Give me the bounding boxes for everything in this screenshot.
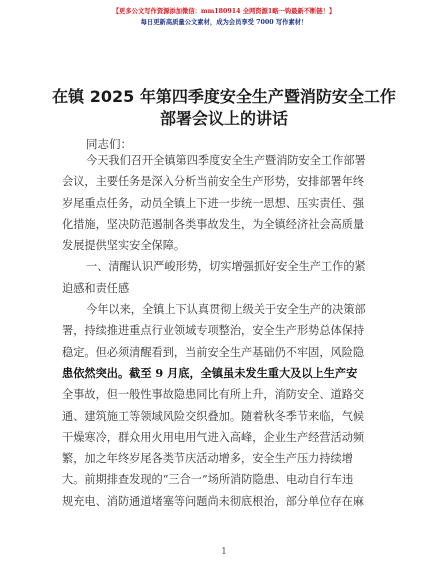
- body-line: 干燥寒冷，群众用火用电用气进入高峰，企业生产经营活动频: [62, 430, 365, 444]
- promo-line-2: 每日更新高质量公文素材，成为会员享受 7000 写作素材！: [140, 19, 308, 26]
- body-line-emphasis: 患依然突出。截至 9 月底，全镇虽未发生重大及以上生产安: [62, 365, 358, 380]
- body-line: 今年以来，全镇上下认真贯彻上级关于安全生产的决策部: [86, 303, 366, 317]
- body-line: 通、建筑施工等领域风险交织叠加。随着秋冬季节来临，气候: [62, 409, 365, 423]
- title-line-2: 部署会议上的讲话: [159, 109, 288, 128]
- body-line: 大。前期排查发现的“三合一”场所消防隐患、电动自行车违: [62, 473, 354, 487]
- document-body: [62, 150, 392, 512]
- body-line: 今天我们召开全镇第四季度安全生产暨消防安全工作部署: [86, 154, 366, 167]
- body-line: 会议，主要任务是深入分析当前安全生产形势，安排部署年终: [62, 175, 365, 189]
- promo-banner: [0, 6, 448, 28]
- body-line: 全事故，但一般性事故隐患同比有所上升，消防安全、道路交: [62, 388, 365, 402]
- body-line: 规充电、消防通道堵塞等问题尚未彻底根治，部分单位存在麻: [62, 494, 365, 508]
- body-line: 岁尾重点任务，动员全镇上下进一步统一思想、压实责任、强: [62, 196, 365, 210]
- section-heading-line: 迫感和责任感: [62, 281, 130, 295]
- promo-line-1: 【更多公文写作资源添加微信：mm180914 全网资源1略一钩最新不断链！】: [112, 8, 336, 15]
- document-title: [0, 86, 448, 130]
- body-line: 化措施，坚决防范遏制各类事故发生，为全镇经济社会高质量: [62, 217, 365, 231]
- page-number: 1: [221, 547, 227, 557]
- title-line-1: 在镇 2025 年第四季度安全生产暨消防安全工作: [52, 87, 396, 106]
- body-line: 署，持续推进重点行业领域专项整治，安全生产形势总体保持: [62, 324, 365, 338]
- section-heading-line: 一、清醒认识严峻形势，切实增强抓好安全生产工作的紧: [86, 260, 366, 274]
- body-line: 发展提供坚实安全保障。: [62, 239, 186, 253]
- body-line: 繁，加之年终岁尾各类节庆活动增多，安全生产压力持续增: [62, 452, 353, 466]
- greeting: 同志们：: [86, 137, 132, 151]
- body-line: 稳定。但必须清醒看到，当前安全生产基础仍不牢固，风险隐: [62, 345, 365, 359]
